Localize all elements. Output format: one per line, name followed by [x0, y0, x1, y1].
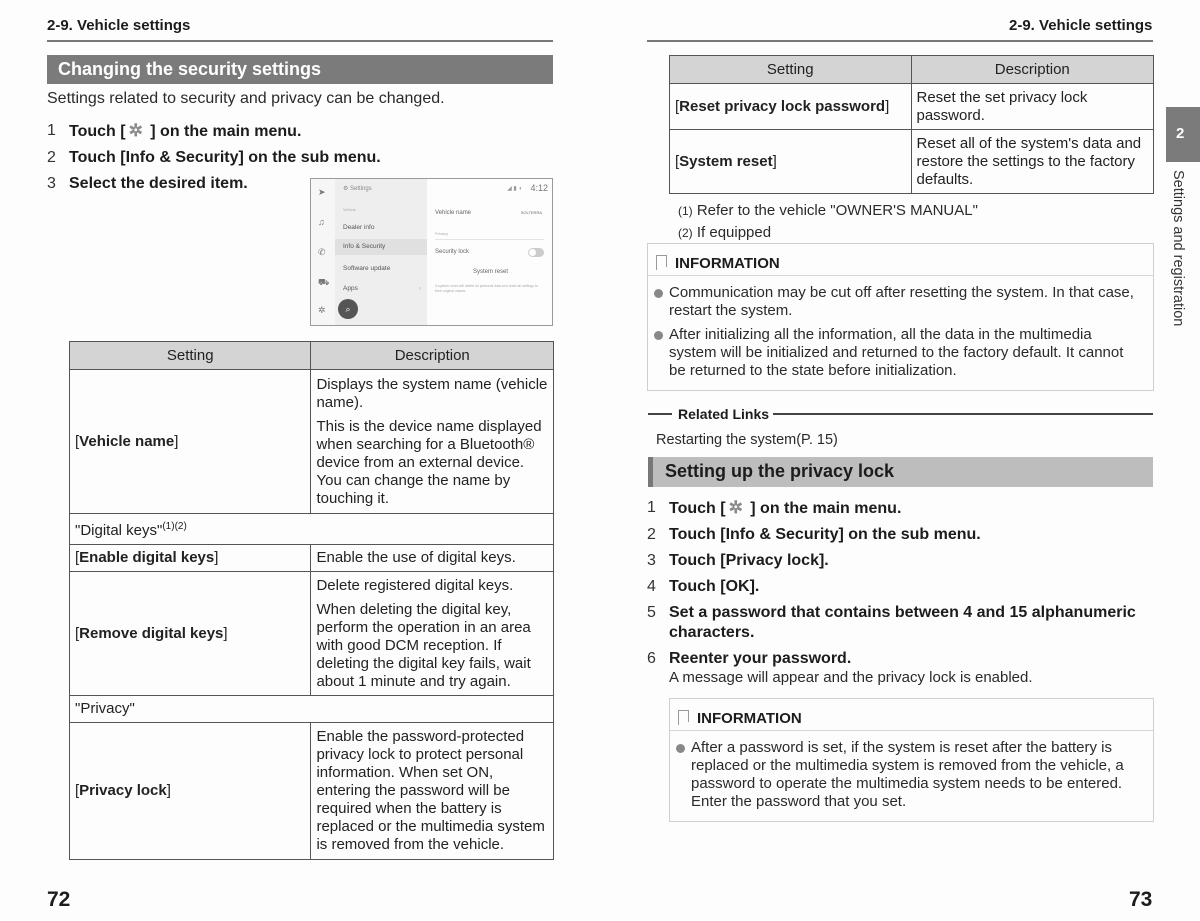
car-icon: ⛟ — [318, 277, 330, 287]
gear-icon: ✲ — [318, 305, 326, 315]
menu-item-dealer-info[interactable]: Dealer info — [343, 224, 375, 231]
gear-icon: ✲ — [728, 498, 743, 517]
table-row: [Remove digital keys] Delete registered digital keys. When deleting the digital key, perform the operation in an area with good DCM reception. If deleting the digital key fails, wait about 1 minute and try again. — [70, 572, 554, 696]
section-title: Setting up the privacy lock — [648, 457, 1153, 487]
table-group-row: "Privacy" — [70, 696, 554, 723]
table-header: Setting Description — [670, 56, 1154, 84]
step: 2 Touch [Info & Security] on the sub menu. — [647, 526, 981, 543]
music-icon: ♫ — [318, 217, 325, 227]
chevron-right-icon: › — [419, 285, 422, 292]
bullet-icon — [654, 289, 663, 298]
steps-list — [647, 498, 1157, 686]
table-row: [Vehicle name] Displays the system name (vehicle name). This is the device name displayed when searching for a Bluetooth® device from an external device. You can change the name by touching it. — [70, 370, 554, 514]
table-header: Setting Description — [70, 342, 554, 370]
bullet-icon — [654, 331, 663, 340]
running-head: 2-9. Vehicle settings — [47, 17, 191, 34]
security-lock-toggle[interactable] — [528, 248, 544, 257]
info-bullet: After a password is set, if the system is reset after the battery is replaced or the multimedia system is removed from the vehicle, a password to operate the multimedia system needs to be entered. Enter the password that you set. — [676, 739, 1141, 811]
related-link[interactable]: Restarting the system(P. 15) — [656, 432, 838, 448]
information-box: INFORMATION After a password is set, if the system is reset after the battery is replaced or the multimedia system is removed from the vehicle, a password to operate the multimedia system needs to be entered. Enter the password that you set. — [669, 698, 1154, 822]
footnotes — [678, 200, 978, 244]
step: 1 Touch [ ✲ ] on the main menu. — [47, 121, 302, 140]
menu-item-info-security[interactable]: Info & Security — [335, 239, 427, 255]
header-rule — [647, 40, 1153, 42]
information-icon — [656, 255, 667, 267]
navigation-icon: ➤ — [318, 187, 326, 197]
table-row: [Reset privacy lock password] Reset the set privacy lock password. — [670, 84, 1154, 130]
menu-item-software-update[interactable]: Software update — [343, 265, 391, 272]
step: 3 Touch [Privacy lock]. — [647, 552, 829, 569]
clock: 4:12 — [530, 183, 548, 193]
information-icon — [678, 710, 689, 722]
table-row: [Privacy lock] Enable the password-protected privacy lock to protect personal information. When set ON, entering the password will be required when the battery is replaced or the multimedia system is removed from the vehicle. — [70, 723, 554, 860]
page-number: 73 — [1129, 888, 1153, 911]
step: 1 Touch [ ✲ ] on the main menu. — [647, 498, 902, 517]
step: 2 Touch [Info & Security] on the sub menu. — [47, 149, 381, 166]
settings-submenu: ⚙ Settings Vehicle Dealer info Info & Security Software update Apps › — [335, 179, 427, 325]
table-row: [Enable digital keys] Enable the use of digital keys. — [70, 545, 554, 572]
information-box: INFORMATION Communication may be cut off after resetting the system. In that case, restart the system. After initializing all the information, all the data in the multimedia system will be initialized and returned to the factory default. It cannot be returned to the state before initialization. — [647, 243, 1154, 391]
info-bullet: Communication may be cut off after resetting the system. In that case, restart the system. — [654, 284, 1141, 320]
table-group-row: "Digital keys"$^{(1)(2)}$ — [70, 514, 554, 545]
step: 5 Set a password that contains between 4 and 15 alphanumeric characters. — [647, 604, 1136, 641]
step: 3 Select the desired item. — [47, 175, 248, 192]
related-links-header: Related Links — [648, 406, 1153, 422]
table-row: [System reset] Reset all of the system's data and restore the settings to the factory defaults. — [670, 130, 1154, 194]
chapter-tab[interactable]: 2 — [1166, 107, 1200, 162]
step: 6 Reenter your password. — [647, 650, 852, 667]
system-reset-button[interactable]: System reset — [473, 269, 509, 275]
step: 4 Touch [OK]. — [647, 578, 760, 595]
step-result: A message will appear and the privacy lock is enabled. — [669, 669, 1033, 686]
settings-header: ⚙ Settings — [343, 186, 372, 192]
intro-text: Settings related to security and privacy can be changed. — [47, 90, 445, 107]
phone-icon: ✆ — [318, 247, 326, 257]
footnote: (2) If equipped — [678, 224, 772, 241]
section-title: Changing the security settings — [47, 55, 553, 84]
footnote: (1) Refer to the vehicle "OWNER'S MANUAL" — [678, 202, 978, 219]
search-icon[interactable]: ⌕ — [338, 299, 358, 319]
running-head: 2-9. Vehicle settings — [1009, 17, 1153, 34]
icon-rail — [311, 179, 335, 325]
settings-screen-illustration — [310, 178, 553, 326]
page-number: 72 — [47, 888, 71, 911]
header-rule — [47, 40, 553, 42]
settings-table — [69, 341, 554, 860]
status-icons: ◢ ▮ ◖ — [507, 186, 522, 192]
menu-item-apps[interactable]: Apps — [343, 285, 358, 292]
bullet-icon — [676, 744, 685, 753]
chapter-tab-label: Settings and registration — [1170, 170, 1186, 327]
gear-icon: ✲ — [128, 121, 143, 140]
settings-detail-panel: ◢ ▮ ◖ 4:12 Vehicle name SOLTERRA Privacy Security lock System reset A system reset will delete all personal data and reset all settings to their original values. — [427, 179, 552, 325]
info-bullet: After initializing all the information, all the data in the multimedia system will be initialized and returned to the factory default. It cannot be returned to the state before initialization. — [654, 326, 1141, 380]
settings-table-continued — [669, 55, 1154, 194]
